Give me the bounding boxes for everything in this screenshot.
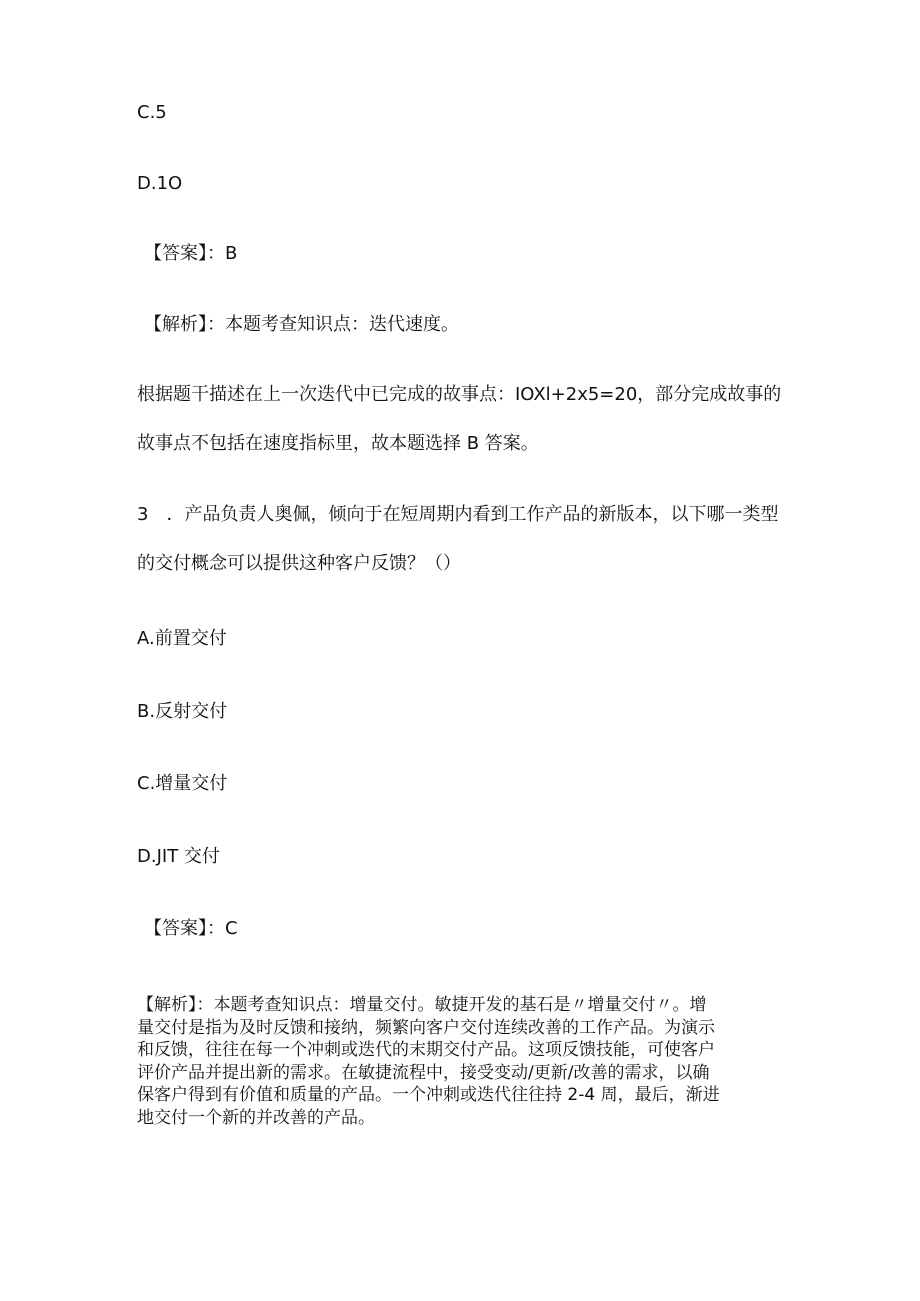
explanation-line-2: 故事点不包括在速度指标里，故本题选择 B 答案。 [137,433,539,454]
question-stem-line-1: 3 ．产品负责人奥佩，倾向于在短周期内看到工作产品的新版本，以下哪一类型 [137,504,779,525]
option-a: A.前置交付 [137,628,227,649]
analysis-label: 【解析】：本题考查知识点：迭代速度。 [144,314,459,335]
answer-label: 【答案】：C [144,918,238,939]
analysis-line: 【解析】：本题考查知识点：增量交付。敏捷开发的基石是〃增量交付〃。增 [137,995,707,1015]
question-stem-line-2: 的交付概念可以提供这种客户反馈？（） [137,553,461,574]
answer-label: 【答案】：B [144,243,238,264]
explanation-line-1: 根据题干描述在上一次迭代中已完成的故事点：IOXl+2x5=20，部分完成故事的 [137,384,782,405]
analysis-line: 地交付一个新的并改善的产品。 [137,1107,375,1128]
option-d: D.JIT 交付 [137,846,220,867]
analysis-line: 量交付是指为及时反馈和接纳，频繁向客户交付连续改善的工作产品。为演示 [137,1017,715,1038]
analysis-line: 保客户得到有价值和质量的产品。一个冲刺或迭代往往持 2-4 周，最后，渐进 [137,1085,720,1105]
analysis-paragraph [137,994,777,1129]
analysis-line: 评价产品并提出新的需求。在敏捷流程中，接受变动/更新/改善的需求，以确 [137,1062,710,1083]
option-d: D.1O [137,173,183,194]
option-c: C.增量交付 [137,773,228,794]
option-c: C.5 [137,102,167,123]
analysis-line: 和反馈，往往在每一个冲刺或迭代的末期交付产品。这项反馈技能，可使客户 [137,1040,715,1060]
option-b: B.反射交付 [137,701,228,722]
